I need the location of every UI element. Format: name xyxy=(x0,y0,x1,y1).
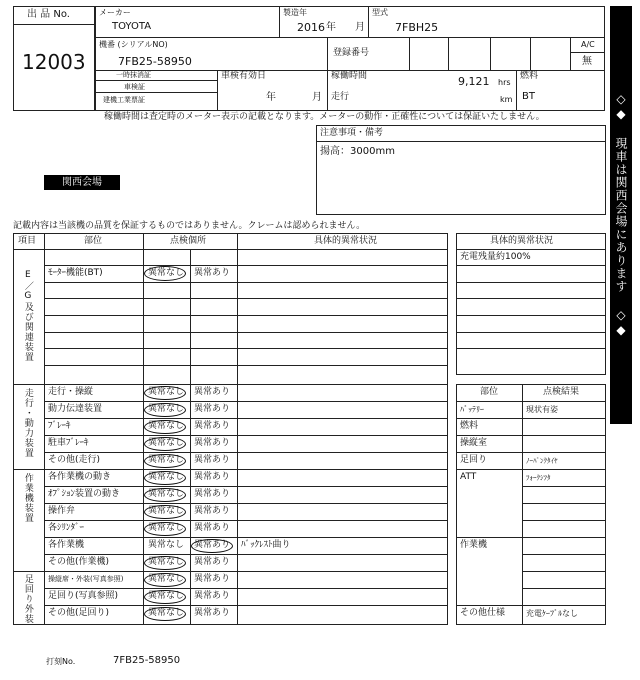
maker-label: メーカー xyxy=(99,8,131,17)
abnormal-row-3: 異常あり xyxy=(194,404,231,414)
result-part-6: 作業機 xyxy=(460,540,488,550)
model-label: 型式 xyxy=(372,8,388,17)
result-part-3: 操縦室 xyxy=(460,438,488,448)
remarks-text: 揚高：3000mm xyxy=(320,146,395,157)
abnormal-row-8: 異常あり xyxy=(194,489,231,499)
year-unit: 年 xyxy=(326,22,336,33)
part-row-12: その他(作業機) xyxy=(48,557,110,567)
abnormal-row-9: 異常あり xyxy=(194,506,231,516)
abnormal-row-15: 異常あり xyxy=(194,608,231,618)
check-circle-row-10 xyxy=(144,522,186,536)
normal-row-5: 異常なし xyxy=(148,438,185,448)
result-value-4: ﾉｰﾊﾟﾝｸﾀｲﾔ xyxy=(526,457,558,465)
abnormal-row-14: 異常あり xyxy=(194,591,231,601)
normal-row-14: 異常なし xyxy=(148,591,185,601)
inspection-month-unit: 月 xyxy=(312,92,322,103)
part-row-15: その他(足回り) xyxy=(48,608,110,618)
fuel-label: 燃料 xyxy=(520,71,539,81)
remarks-label: 注意事項・備考 xyxy=(320,128,384,138)
abnormal-row-4: 異常あり xyxy=(194,421,231,431)
check-circle-row-15 xyxy=(144,607,186,621)
vehicle-cert-label: 車検証 xyxy=(124,83,145,91)
stamp-label: 打刻No. xyxy=(46,657,76,666)
lot-number: 12003 xyxy=(22,50,86,74)
normal-row-4: 異常なし xyxy=(148,421,185,431)
part-row-3: 動力伝達装置 xyxy=(48,404,103,414)
part-row-1: ﾓｰﾀｰ機能(BT) xyxy=(48,268,103,278)
group-work: 作業機装置 xyxy=(22,473,33,523)
normal-row-15: 異常なし xyxy=(148,608,185,618)
registration-label: 登録番号 xyxy=(333,48,370,58)
check-circle-row-8 xyxy=(144,488,186,502)
part-row-9: 操作弁 xyxy=(48,506,76,516)
abnormal-row-13: 異常あり xyxy=(194,574,231,584)
abnormal-row-6: 異常あり xyxy=(194,455,231,465)
header-part: 部位 xyxy=(84,236,103,246)
normal-row-2: 異常なし xyxy=(148,387,185,397)
group-undercarriage: 足回り外装 xyxy=(22,574,33,624)
check-circle-row-11 xyxy=(191,539,233,553)
result-value-7: 充電ｹｰﾌﾞﾙなし xyxy=(526,609,578,618)
year-value: 2016 xyxy=(297,21,325,34)
inspection-year-unit: 年 xyxy=(266,92,276,103)
right-detail-header: 具体的異常状況 xyxy=(490,236,554,246)
normal-row-7: 異常なし xyxy=(148,472,185,482)
part-row-10: 各ｼﾘﾝﾀﾞｰ xyxy=(48,523,85,533)
fuel-value: BT xyxy=(522,91,535,102)
disclaimer: 記載内容は当該機の品質を保証するものではありません。クレームは認められません。 xyxy=(13,221,366,231)
check-circle-row-4 xyxy=(144,420,186,434)
check-circle-row-12 xyxy=(144,556,186,570)
normal-row-6: 異常なし xyxy=(148,455,185,465)
header-item: 項目 xyxy=(18,236,37,246)
abnormal-row-1: 異常あり xyxy=(194,268,231,278)
part-row-13: 操縦席・外装(写真参照) xyxy=(48,575,124,583)
normal-row-1: 異常なし xyxy=(148,268,185,278)
check-circle-row-3 xyxy=(144,403,186,417)
normal-row-11: 異常なし xyxy=(148,540,185,550)
group-travel: 走行・動力装置 xyxy=(22,388,33,458)
check-circle-row-5 xyxy=(144,437,186,451)
travel-label: 走行 xyxy=(331,92,350,102)
lot-label: 出 品 No. xyxy=(27,9,70,20)
result-part-2: 燃料 xyxy=(460,421,479,431)
venue-badge: 関西会場 xyxy=(44,175,120,190)
check-circle-row-9 xyxy=(144,505,186,519)
side-banner: ◇◆ 現車は関西会場にあります ◇◆ xyxy=(610,6,632,424)
hours-label: 稼働時間 xyxy=(331,71,368,81)
part-row-11: 各作業機 xyxy=(48,540,85,550)
check-circle-row-7 xyxy=(144,471,186,485)
normal-row-13: 異常なし xyxy=(148,574,185,584)
abnormal-row-11: 異常あり xyxy=(194,540,231,550)
part-row-5: 駐車ﾌﾞﾚｰｷ xyxy=(48,438,89,448)
normal-row-10: 異常なし xyxy=(148,523,185,533)
abnormal-row-5: 異常あり xyxy=(194,438,231,448)
check-circle-row-1 xyxy=(144,266,186,281)
part-row-4: ﾌﾞﾚｰｷ xyxy=(48,421,71,431)
abnormal-row-7: 異常あり xyxy=(194,472,231,482)
temp-cert-label: 一時抹消証 xyxy=(116,71,151,79)
abnormal-row-10: 異常あり xyxy=(194,523,231,533)
construction-cert-label: 建機工業票証 xyxy=(103,96,145,104)
month-unit: 月 xyxy=(355,22,365,33)
abnormal-row-12: 異常あり xyxy=(194,557,231,567)
hours-value: 9,121 xyxy=(458,75,490,88)
normal-row-12: 異常なし xyxy=(148,557,185,567)
normal-row-8: 異常なし xyxy=(148,489,185,499)
group-engine: E／G及び関連装置 xyxy=(22,270,33,362)
part-row-2: 走行・操縦 xyxy=(48,387,94,397)
serial-value: 7FB25-58950 xyxy=(118,55,192,68)
model-value: 7FBH25 xyxy=(395,21,439,34)
result-part-1: ﾊﾞｯﾃﾘｰ xyxy=(460,405,484,414)
serial-label: 機番 (シリアルNO) xyxy=(99,40,168,49)
result-part-4: 足回り xyxy=(460,455,488,465)
hours-unit: hrs xyxy=(498,78,511,87)
part-row-8: ｵﾌﾟｼｮﾝ装置の動き xyxy=(48,489,121,499)
detail-row-11: ﾊﾞｯｸﾚｽﾄ曲り xyxy=(241,540,291,550)
header-detail: 具体的異常状況 xyxy=(314,236,378,246)
normal-row-9: 異常なし xyxy=(148,506,185,516)
result-value-1: 現状有姿 xyxy=(526,405,558,414)
ac-label: A/C xyxy=(581,40,595,49)
ac-value: 無 xyxy=(582,56,592,67)
maker-value: TOYOTA xyxy=(112,21,152,32)
result-part-7: その他仕様 xyxy=(460,608,506,618)
stamp-value: 7FB25-58950 xyxy=(113,655,181,666)
inspection-label: 車検有効日 xyxy=(221,71,267,81)
part-row-6: その他(走行) xyxy=(48,455,101,465)
check-circle-row-2 xyxy=(144,386,186,400)
result-part-5: ATT xyxy=(460,472,477,482)
results-header-result: 点検結果 xyxy=(543,387,580,397)
results-header-part: 部位 xyxy=(480,387,499,397)
normal-row-3: 異常なし xyxy=(148,404,185,414)
right-detail-text: 充電残量約100% xyxy=(460,252,531,262)
km-unit: km xyxy=(500,95,513,104)
hours-note: 稼働時間は査定時のメーター表示の記載となります。メーターの動作・正確性については保証いたしません。 xyxy=(104,112,545,122)
check-circle-row-13 xyxy=(144,573,186,587)
header-check: 点検個所 xyxy=(170,236,207,246)
check-circle-row-14 xyxy=(144,590,186,604)
year-label: 製造年 xyxy=(283,8,307,17)
check-circle-row-6 xyxy=(144,454,186,468)
part-row-14: 足回り(写真参照) xyxy=(48,591,119,601)
part-row-7: 各作業機の動き xyxy=(48,472,112,482)
result-value-5: ﾌｫｰｸｼﾌﾀ xyxy=(526,474,551,482)
abnormal-row-2: 異常あり xyxy=(194,387,231,397)
